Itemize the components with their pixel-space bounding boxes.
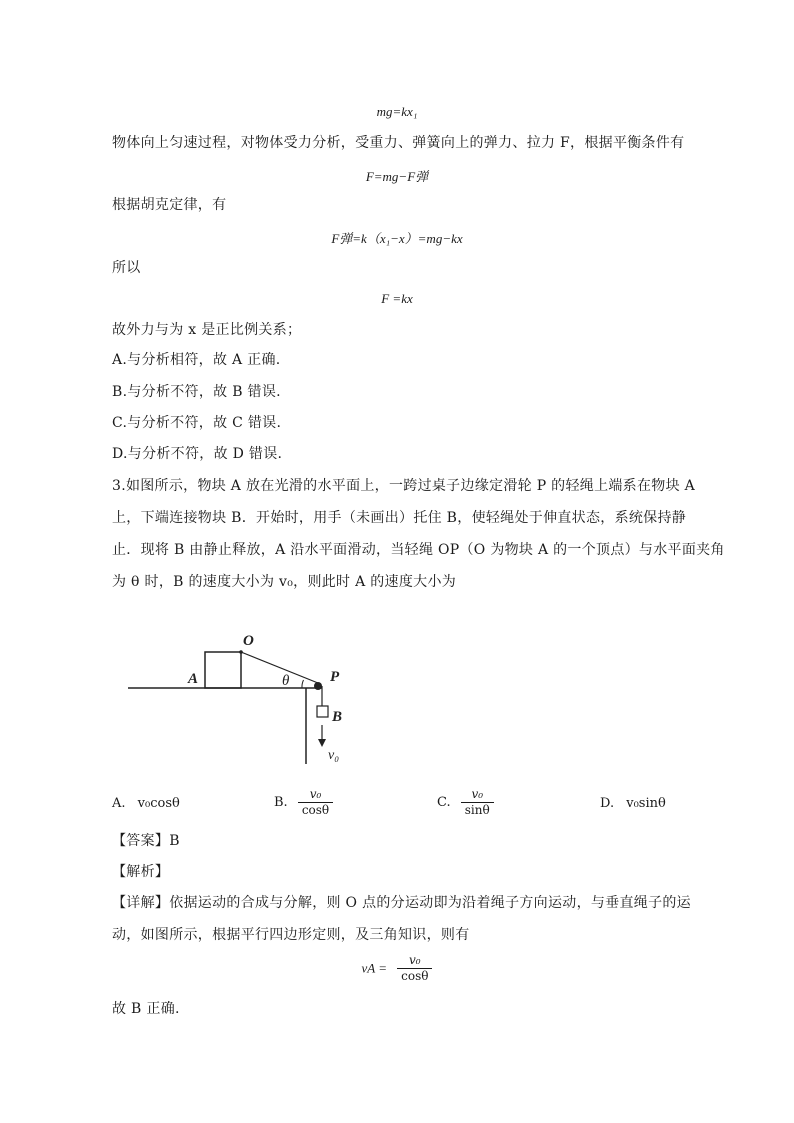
detail-line-2: 动，如图所示，根据平行四边形定则，及三角知识，则有 bbox=[112, 927, 470, 943]
choice-b-label: B. bbox=[274, 795, 288, 810]
choice-b-fraction bbox=[298, 787, 333, 818]
paragraph-therefore: 所以 bbox=[112, 260, 141, 276]
formula-fraction bbox=[397, 953, 432, 984]
velocity-arrowhead bbox=[318, 739, 326, 747]
option-c-explanation: C.与分析不符，故 C 错误. bbox=[112, 415, 282, 431]
option-d-explanation: D.与分析不符，故 D 错误. bbox=[112, 446, 283, 462]
choice-c-numerator: v₀ bbox=[461, 787, 494, 803]
formula-lhs: vA = bbox=[361, 960, 388, 976]
equation-hooke: F弹=k（x₁−x）=mg−kx bbox=[331, 231, 463, 246]
label-v0: v₀ bbox=[328, 748, 340, 763]
block-a bbox=[205, 652, 241, 688]
equation-F-kx: F =kx bbox=[381, 291, 413, 306]
choice-c-fraction bbox=[461, 787, 494, 818]
answer-line: 【答案】B bbox=[112, 833, 180, 849]
paragraph-hooke-law: 根据胡克定律，有 bbox=[112, 197, 227, 213]
label-a: A bbox=[188, 671, 199, 687]
choice-b-numerator: v₀ bbox=[298, 787, 333, 803]
block-b bbox=[317, 706, 328, 717]
paragraph-force-analysis: 物体向上匀速过程，对物体受力分析，受重力、弹簧向上的弹力、拉力 F，根据平衡条件有 bbox=[112, 135, 685, 151]
question-line-4: 为 θ 时，B 的速度大小为 v₀，则此时 A 的速度大小为 bbox=[112, 574, 457, 590]
formula-denominator: cosθ bbox=[401, 969, 429, 983]
option-b-explanation: B.与分析不符，故 B 错误. bbox=[112, 384, 281, 400]
equation-F-mg-Fspring: F=mg−F弹 bbox=[365, 169, 429, 184]
choice-d-label: D. bbox=[600, 796, 615, 811]
choice-c-denominator: sinθ bbox=[464, 803, 490, 817]
label-theta: θ bbox=[282, 673, 290, 689]
choice-c-label: C. bbox=[437, 795, 451, 810]
choice-d[interactable] bbox=[600, 796, 666, 811]
choice-b-denominator: cosθ bbox=[301, 803, 330, 817]
label-o: O bbox=[243, 633, 254, 649]
vertex-o bbox=[239, 650, 243, 654]
option-a-explanation: A.与分析相符，故 A 正确. bbox=[112, 352, 281, 368]
label-b: B bbox=[332, 709, 343, 725]
equation-mg-kx1: mg=kx₁ bbox=[376, 104, 418, 119]
question-line-2: 上，下端连接物块 B．开始时，用手（未画出）托住 B，使轻绳处于伸直状态，系统保持静 bbox=[112, 510, 687, 526]
question-line-1: 3.如图所示，物块 A 放在光滑的水平面上，一跨过桌子边缘定滑轮 P 的轻绳上端系在物块 A bbox=[112, 478, 696, 494]
choice-a-text: v₀cosθ bbox=[137, 796, 180, 811]
pulley-diagram bbox=[120, 628, 360, 768]
pulley-p bbox=[314, 682, 322, 690]
choice-b[interactable] bbox=[274, 787, 333, 818]
formula-numerator: v₀ bbox=[397, 953, 432, 969]
question-line-3: 止．现将 B 由静止释放，A 沿水平面滑动，当轻绳 OP（O 为物块 A 的一个顶点）与水平面夹角 bbox=[112, 542, 725, 558]
paragraph-proportional: 故外力与为 x 是正比例关系； bbox=[112, 322, 302, 338]
rope-op bbox=[241, 652, 318, 683]
conclusion-line: 故 B 正确. bbox=[112, 1001, 180, 1017]
label-p: P bbox=[330, 669, 340, 685]
choice-d-text: v₀sinθ bbox=[626, 796, 666, 811]
choice-a-label: A. bbox=[112, 796, 126, 811]
choice-c[interactable] bbox=[437, 787, 494, 818]
detail-line-1: 【详解】依据运动的合成与分解，则 O 点的分运动即为沿着绳子方向运动，与垂直绳子的运 bbox=[112, 895, 691, 911]
choice-a[interactable] bbox=[112, 796, 180, 811]
angle-arc bbox=[302, 680, 304, 688]
formula-va bbox=[0, 953, 794, 984]
analysis-heading: 【解析】 bbox=[112, 864, 170, 880]
